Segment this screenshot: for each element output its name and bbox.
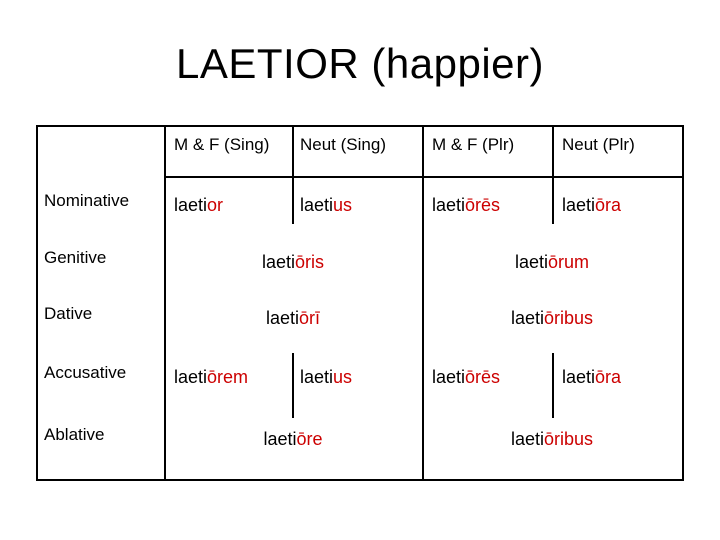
case-genitive: Genitive bbox=[44, 248, 107, 267]
form-abl-plr: laetiōribus bbox=[510, 429, 594, 449]
header-neut-plr: Neut (Plr) bbox=[562, 135, 635, 154]
form-dat-plr: laetiōribus bbox=[510, 308, 594, 328]
case-dative: Dative bbox=[44, 304, 93, 323]
form-acc-mf-plr: laetiōrēs bbox=[432, 367, 501, 387]
page-title: LAETIOR (happier) bbox=[176, 40, 544, 87]
case-nominative: Nominative bbox=[44, 191, 130, 210]
header-mf-sing: M & F (Sing) bbox=[174, 135, 270, 154]
form-nom-neut-plr: laetiōra bbox=[562, 195, 622, 215]
table-divider bbox=[164, 127, 166, 479]
form-acc-neut-sing: laetius bbox=[300, 367, 353, 387]
header-neut-sing: Neut (Sing) bbox=[300, 135, 386, 154]
form-gen-plr: laetiōrum bbox=[514, 252, 590, 272]
form-gen-sing: laetiōris bbox=[261, 252, 325, 272]
declension-table bbox=[36, 125, 684, 481]
form-abl-sing: laetiōre bbox=[263, 429, 323, 449]
case-accusative: Accusative bbox=[44, 363, 127, 382]
form-nom-neut-sing: laetius bbox=[300, 195, 353, 215]
form-nom-mf-sing: laetior bbox=[174, 195, 224, 215]
header-mf-plr: M & F (Plr) bbox=[432, 135, 515, 154]
table-divider bbox=[552, 353, 554, 418]
table-divider bbox=[422, 127, 424, 479]
form-dat-sing: laetiōrī bbox=[265, 308, 321, 328]
table-divider bbox=[292, 353, 294, 418]
form-acc-mf-sing: laetiōrem bbox=[174, 367, 249, 387]
form-nom-mf-plr: laetiōrēs bbox=[432, 195, 501, 215]
case-ablative: Ablative bbox=[44, 425, 105, 444]
form-acc-neut-plr: laetiōra bbox=[562, 367, 622, 387]
table-divider bbox=[164, 176, 682, 178]
